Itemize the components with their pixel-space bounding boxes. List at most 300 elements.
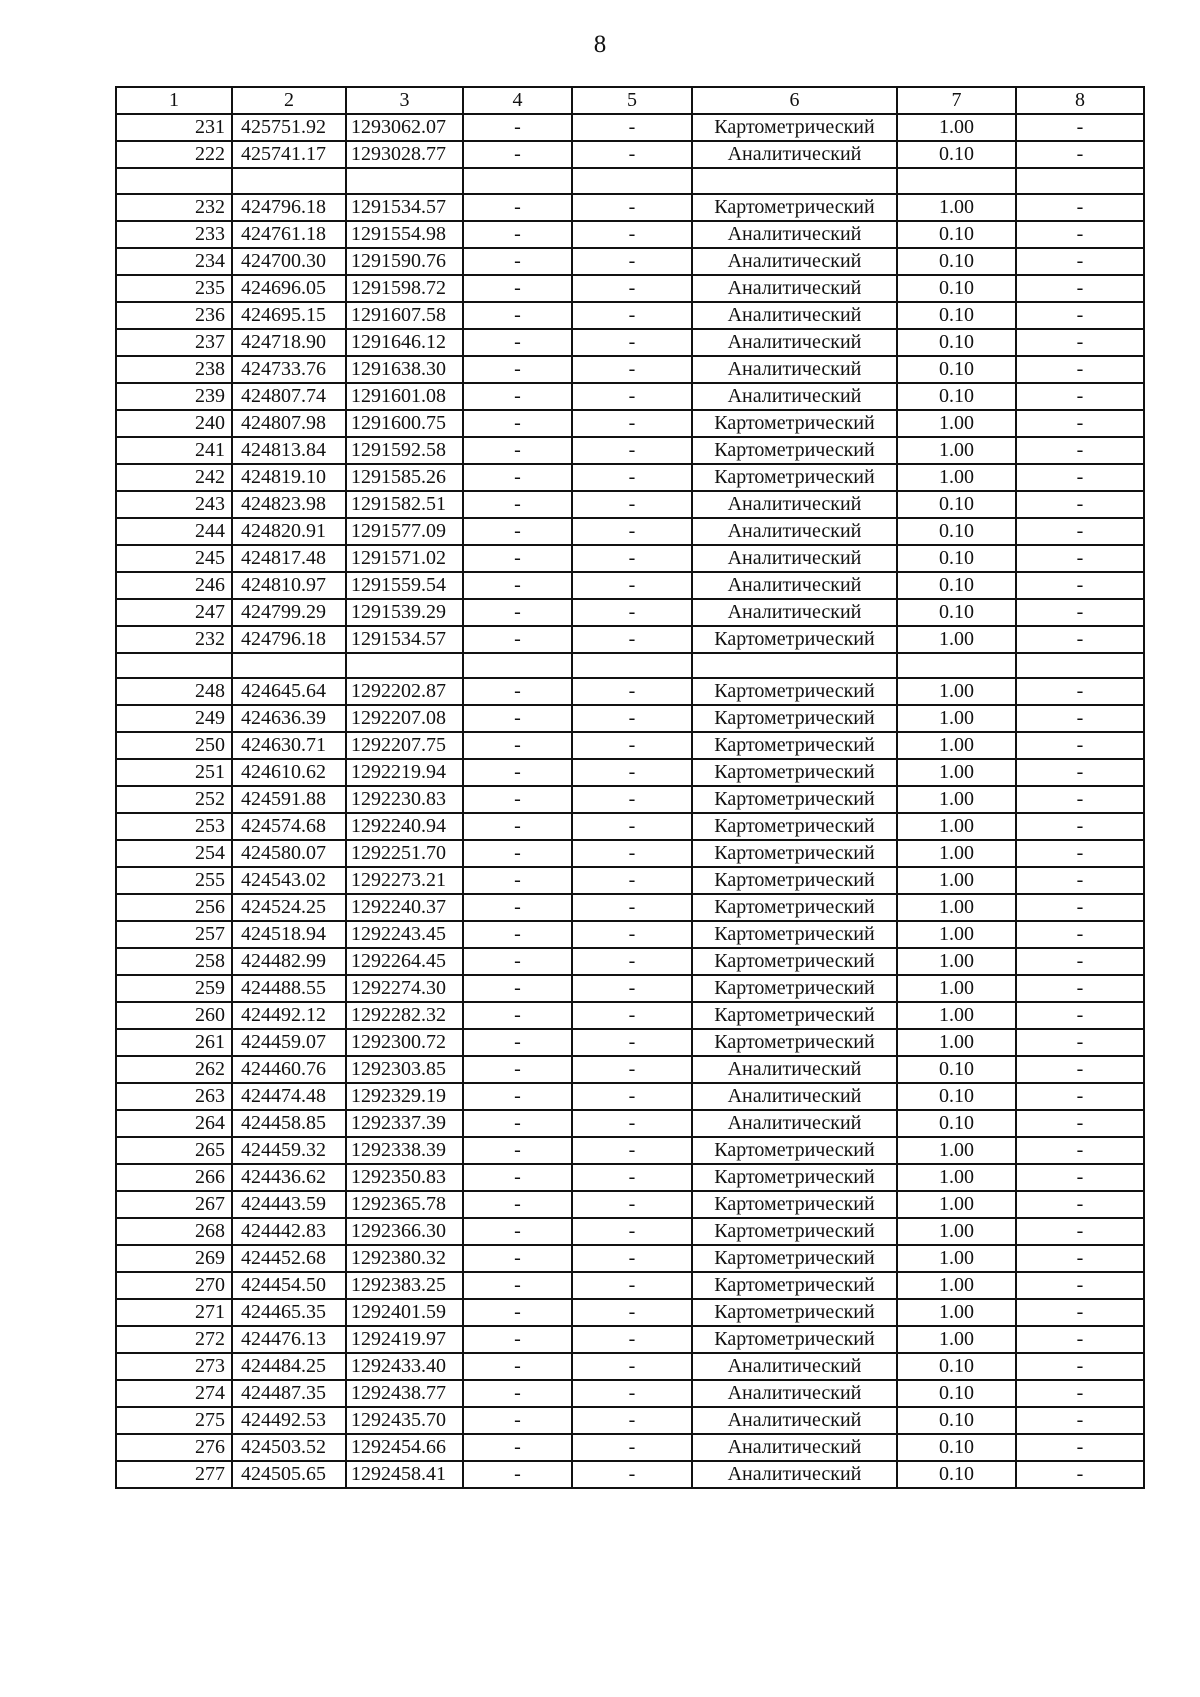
col-5-cell: - <box>572 221 692 248</box>
coord-y-cell: 1291607.58 <box>346 302 463 329</box>
coord-y-cell: 1292202.87 <box>346 678 463 705</box>
method-cell: Аналитический <box>692 1407 897 1434</box>
table-row <box>116 1083 1144 1110</box>
method-cell: Картометрический <box>692 921 897 948</box>
col-4-cell: - <box>463 705 572 732</box>
coord-y-cell: 1291598.72 <box>346 275 463 302</box>
method-cell: Картометрический <box>692 1245 897 1272</box>
point-number-cell: 275 <box>116 1407 232 1434</box>
col-5-cell: - <box>572 813 692 840</box>
col-8-cell: - <box>1016 1083 1144 1110</box>
col-4-cell: - <box>463 786 572 813</box>
coord-y-cell: 1292438.77 <box>346 1380 463 1407</box>
col-8-cell: - <box>1016 626 1144 653</box>
point-number-cell: 232 <box>116 626 232 653</box>
col-4-cell: - <box>463 1380 572 1407</box>
col-8-cell: - <box>1016 221 1144 248</box>
method-cell: Картометрический <box>692 678 897 705</box>
coord-x-cell: 424733.76 <box>232 356 346 383</box>
point-number-cell: 240 <box>116 410 232 437</box>
coord-x-cell: 424813.84 <box>232 437 346 464</box>
col-5-cell: - <box>572 572 692 599</box>
method-cell: Аналитический <box>692 1056 897 1083</box>
coord-x-cell: 424591.88 <box>232 786 346 813</box>
col-8-cell: - <box>1016 545 1144 572</box>
point-number-cell: 271 <box>116 1299 232 1326</box>
col-5-cell: - <box>572 948 692 975</box>
table-row <box>116 1056 1144 1083</box>
col-8-cell: - <box>1016 1407 1144 1434</box>
coord-y-cell: 1292458.41 <box>346 1461 463 1488</box>
coord-x-cell: 424487.35 <box>232 1380 346 1407</box>
col-4-cell: - <box>463 759 572 786</box>
point-number-cell: 256 <box>116 894 232 921</box>
method-cell: Аналитический <box>692 518 897 545</box>
col-5-cell: - <box>572 194 692 221</box>
method-cell: Аналитический <box>692 1380 897 1407</box>
table-row <box>116 840 1144 867</box>
col-4-cell: - <box>463 1326 572 1353</box>
point-number-cell: 267 <box>116 1191 232 1218</box>
col-8-cell: - <box>1016 1029 1144 1056</box>
accuracy-cell: 0.10 <box>897 1461 1016 1488</box>
page-number: 8 <box>593 31 607 58</box>
point-number-cell: 277 <box>116 1461 232 1488</box>
col-4-cell: - <box>463 840 572 867</box>
coord-y-cell: 1292240.94 <box>346 813 463 840</box>
table-row <box>116 1407 1144 1434</box>
coord-y-cell: 1291638.30 <box>346 356 463 383</box>
coord-x-cell: 424465.35 <box>232 1299 346 1326</box>
col-8-cell: - <box>1016 786 1144 813</box>
col-8-cell: - <box>1016 464 1144 491</box>
col-8-cell: - <box>1016 302 1144 329</box>
col-8-cell: - <box>1016 275 1144 302</box>
table-row <box>116 248 1144 275</box>
col-4-cell: - <box>463 410 572 437</box>
col-4-cell: - <box>463 1434 572 1461</box>
coord-x-cell: 424492.12 <box>232 1002 346 1029</box>
point-number-cell: 231 <box>116 114 232 141</box>
col-5-cell: - <box>572 491 692 518</box>
col-4-cell: - <box>463 813 572 840</box>
col-5-cell: - <box>572 1299 692 1326</box>
col-8-cell: - <box>1016 948 1144 975</box>
col-5-cell: - <box>572 1326 692 1353</box>
point-number-cell: 244 <box>116 518 232 545</box>
coord-x-cell: 424488.55 <box>232 975 346 1002</box>
accuracy-cell: 1.00 <box>897 437 1016 464</box>
col-4-cell: - <box>463 248 572 275</box>
point-number-cell: 246 <box>116 572 232 599</box>
table-row <box>116 275 1144 302</box>
accuracy-cell: 1.00 <box>897 410 1016 437</box>
col-5-cell: - <box>572 329 692 356</box>
col-4-cell <box>463 168 572 194</box>
coord-y-cell: 1292240.37 <box>346 894 463 921</box>
col-8-cell: - <box>1016 1218 1144 1245</box>
coord-x-cell: 424454.50 <box>232 1272 346 1299</box>
accuracy-cell: 1.00 <box>897 840 1016 867</box>
table-row <box>116 1461 1144 1488</box>
method-cell: Картометрический <box>692 705 897 732</box>
column-header: 7 <box>897 87 1016 114</box>
col-8-cell: - <box>1016 678 1144 705</box>
col-4-cell: - <box>463 921 572 948</box>
coord-x-cell: 424459.07 <box>232 1029 346 1056</box>
point-number-cell: 262 <box>116 1056 232 1083</box>
col-5-cell <box>572 168 692 194</box>
col-4-cell: - <box>463 1245 572 1272</box>
col-8-cell: - <box>1016 975 1144 1002</box>
accuracy-cell: 0.10 <box>897 545 1016 572</box>
col-4-cell: - <box>463 867 572 894</box>
coord-x-cell: 424636.39 <box>232 705 346 732</box>
col-8-cell: - <box>1016 383 1144 410</box>
accuracy-cell: 1.00 <box>897 1272 1016 1299</box>
col-5-cell: - <box>572 464 692 491</box>
accuracy-cell: 1.00 <box>897 626 1016 653</box>
col-4-cell: - <box>463 437 572 464</box>
method-cell: Аналитический <box>692 572 897 599</box>
point-number-cell: 238 <box>116 356 232 383</box>
table-row <box>116 705 1144 732</box>
col-4-cell: - <box>463 894 572 921</box>
coord-y-cell: 1292435.70 <box>346 1407 463 1434</box>
coord-x-cell: 424630.71 <box>232 732 346 759</box>
point-number-cell: 253 <box>116 813 232 840</box>
method-cell: Аналитический <box>692 1461 897 1488</box>
coord-y-cell: 1291559.54 <box>346 572 463 599</box>
coord-y-cell: 1292230.83 <box>346 786 463 813</box>
column-header: 4 <box>463 87 572 114</box>
coord-y-cell: 1292264.45 <box>346 948 463 975</box>
accuracy-cell: 0.10 <box>897 518 1016 545</box>
col-8-cell: - <box>1016 1461 1144 1488</box>
accuracy-cell: 1.00 <box>897 813 1016 840</box>
coordinates-table <box>115 86 1145 1489</box>
table-row <box>116 975 1144 1002</box>
col-5-cell: - <box>572 786 692 813</box>
point-number-cell: 252 <box>116 786 232 813</box>
method-cell: Аналитический <box>692 275 897 302</box>
point-number-cell: 266 <box>116 1164 232 1191</box>
point-number-cell: 263 <box>116 1083 232 1110</box>
coord-y-cell: 1291534.57 <box>346 194 463 221</box>
coord-x-cell: 424458.85 <box>232 1110 346 1137</box>
coord-x-cell: 425741.17 <box>232 141 346 168</box>
table-row <box>116 921 1144 948</box>
method-cell: Аналитический <box>692 1353 897 1380</box>
coord-y-cell: 1292274.30 <box>346 975 463 1002</box>
point-number-cell <box>116 168 232 194</box>
col-5-cell: - <box>572 1029 692 1056</box>
accuracy-cell: 1.00 <box>897 705 1016 732</box>
accuracy-cell: 0.10 <box>897 275 1016 302</box>
col-4-cell: - <box>463 275 572 302</box>
point-number-cell: 251 <box>116 759 232 786</box>
method-cell: Картометрический <box>692 786 897 813</box>
table-row <box>116 491 1144 518</box>
col-8-cell <box>1016 653 1144 679</box>
coord-y-cell: 1292300.72 <box>346 1029 463 1056</box>
point-number-cell: 242 <box>116 464 232 491</box>
method-cell: Картометрический <box>692 437 897 464</box>
accuracy-cell: 1.00 <box>897 1299 1016 1326</box>
accuracy-cell: 1.00 <box>897 1191 1016 1218</box>
method-cell: Аналитический <box>692 356 897 383</box>
table-row <box>116 867 1144 894</box>
method-cell: Аналитический <box>692 599 897 626</box>
coord-x-cell: 424820.91 <box>232 518 346 545</box>
col-8-cell: - <box>1016 921 1144 948</box>
accuracy-cell: 0.10 <box>897 383 1016 410</box>
col-5-cell: - <box>572 1164 692 1191</box>
accuracy-cell <box>897 653 1016 679</box>
col-8-cell: - <box>1016 437 1144 464</box>
coord-y-cell: 1291582.51 <box>346 491 463 518</box>
table-row <box>116 1299 1144 1326</box>
accuracy-cell: 0.10 <box>897 1434 1016 1461</box>
coord-y-cell: 1292454.66 <box>346 1434 463 1461</box>
col-4-cell: - <box>463 356 572 383</box>
method-cell: Аналитический <box>692 383 897 410</box>
coord-y-cell: 1291554.98 <box>346 221 463 248</box>
coord-x-cell: 424476.13 <box>232 1326 346 1353</box>
col-5-cell: - <box>572 599 692 626</box>
col-5-cell: - <box>572 1056 692 1083</box>
coord-y-cell: 1291600.75 <box>346 410 463 437</box>
accuracy-cell <box>897 168 1016 194</box>
col-4-cell: - <box>463 491 572 518</box>
col-8-cell: - <box>1016 356 1144 383</box>
col-4-cell: - <box>463 1002 572 1029</box>
coord-x-cell: 424503.52 <box>232 1434 346 1461</box>
coord-y-cell: 1291534.57 <box>346 626 463 653</box>
table-row <box>116 302 1144 329</box>
coord-y-cell: 1291590.76 <box>346 248 463 275</box>
col-5-cell: - <box>572 1272 692 1299</box>
coord-x-cell: 424492.53 <box>232 1407 346 1434</box>
table-row <box>116 626 1144 653</box>
point-number-cell: 259 <box>116 975 232 1002</box>
table-row <box>116 894 1144 921</box>
coord-y-cell: 1291646.12 <box>346 329 463 356</box>
accuracy-cell: 1.00 <box>897 678 1016 705</box>
col-5-cell: - <box>572 894 692 921</box>
coord-y-cell: 1292303.85 <box>346 1056 463 1083</box>
column-header: 6 <box>692 87 897 114</box>
col-8-cell: - <box>1016 759 1144 786</box>
coord-x-cell: 424810.97 <box>232 572 346 599</box>
table-row <box>116 356 1144 383</box>
accuracy-cell: 0.10 <box>897 141 1016 168</box>
point-number-cell: 258 <box>116 948 232 975</box>
col-4-cell: - <box>463 302 572 329</box>
col-4-cell: - <box>463 545 572 572</box>
table-body <box>116 114 1144 1488</box>
point-number-cell: 255 <box>116 867 232 894</box>
method-cell: Картометрический <box>692 759 897 786</box>
coord-x-cell: 424807.98 <box>232 410 346 437</box>
point-number-cell: 243 <box>116 491 232 518</box>
coord-x-cell: 424518.94 <box>232 921 346 948</box>
column-header: 3 <box>346 87 463 114</box>
col-4-cell: - <box>463 1299 572 1326</box>
col-5-cell: - <box>572 275 692 302</box>
coord-x-cell: 424460.76 <box>232 1056 346 1083</box>
col-5-cell: - <box>572 141 692 168</box>
coord-x-cell <box>232 653 346 679</box>
point-number-cell: 261 <box>116 1029 232 1056</box>
col-8-cell: - <box>1016 1245 1144 1272</box>
coord-x-cell <box>232 168 346 194</box>
coord-x-cell: 424819.10 <box>232 464 346 491</box>
accuracy-cell: 0.10 <box>897 302 1016 329</box>
coord-x-cell: 424799.29 <box>232 599 346 626</box>
column-header: 8 <box>1016 87 1144 114</box>
point-number-cell: 276 <box>116 1434 232 1461</box>
point-number-cell: 265 <box>116 1137 232 1164</box>
accuracy-cell: 0.10 <box>897 221 1016 248</box>
coord-x-cell: 424610.62 <box>232 759 346 786</box>
table-row <box>116 464 1144 491</box>
point-number-cell: 254 <box>116 840 232 867</box>
method-cell: Картометрический <box>692 975 897 1002</box>
col-4-cell: - <box>463 1110 572 1137</box>
coord-x-cell: 424459.32 <box>232 1137 346 1164</box>
col-5-cell: - <box>572 759 692 786</box>
point-number-cell: 260 <box>116 1002 232 1029</box>
coord-y-cell: 1292419.97 <box>346 1326 463 1353</box>
accuracy-cell: 1.00 <box>897 1164 1016 1191</box>
method-cell: Картометрический <box>692 1272 897 1299</box>
coord-y-cell: 1292207.75 <box>346 732 463 759</box>
point-number-cell: 272 <box>116 1326 232 1353</box>
col-8-cell: - <box>1016 1002 1144 1029</box>
col-4-cell: - <box>463 518 572 545</box>
col-5-cell: - <box>572 1353 692 1380</box>
coord-y-cell: 1292282.32 <box>346 1002 463 1029</box>
column-header: 2 <box>232 87 346 114</box>
table-row <box>116 1434 1144 1461</box>
accuracy-cell: 0.10 <box>897 1380 1016 1407</box>
accuracy-cell: 0.10 <box>897 1110 1016 1137</box>
accuracy-cell: 0.10 <box>897 356 1016 383</box>
point-number-cell: 234 <box>116 248 232 275</box>
coord-y-cell: 1292433.40 <box>346 1353 463 1380</box>
method-cell: Картометрический <box>692 1299 897 1326</box>
coord-x-cell: 424796.18 <box>232 194 346 221</box>
col-8-cell: - <box>1016 867 1144 894</box>
col-5-cell: - <box>572 1245 692 1272</box>
coord-x-cell: 424695.15 <box>232 302 346 329</box>
coord-y-cell: 1292219.94 <box>346 759 463 786</box>
table-row <box>116 653 1144 679</box>
table-row <box>116 1245 1144 1272</box>
coord-y-cell: 1291585.26 <box>346 464 463 491</box>
method-cell: Аналитический <box>692 329 897 356</box>
coord-x-cell: 424700.30 <box>232 248 346 275</box>
coord-y-cell: 1292273.21 <box>346 867 463 894</box>
col-4-cell: - <box>463 1164 572 1191</box>
coord-x-cell: 424796.18 <box>232 626 346 653</box>
method-cell: Картометрический <box>692 813 897 840</box>
col-8-cell: - <box>1016 1299 1144 1326</box>
table-row <box>116 410 1144 437</box>
col-8-cell: - <box>1016 141 1144 168</box>
table-row <box>116 329 1144 356</box>
method-cell: Аналитический <box>692 491 897 518</box>
method-cell: Аналитический <box>692 302 897 329</box>
method-cell: Картометрический <box>692 894 897 921</box>
method-cell: Аналитический <box>692 1110 897 1137</box>
accuracy-cell: 1.00 <box>897 948 1016 975</box>
method-cell: Аналитический <box>692 545 897 572</box>
col-8-cell: - <box>1016 194 1144 221</box>
table-row <box>116 678 1144 705</box>
table-row <box>116 732 1144 759</box>
accuracy-cell: 1.00 <box>897 1218 1016 1245</box>
table-row <box>116 437 1144 464</box>
coord-y-cell: 1291601.08 <box>346 383 463 410</box>
coord-x-cell: 424452.68 <box>232 1245 346 1272</box>
coord-x-cell: 424436.62 <box>232 1164 346 1191</box>
accuracy-cell: 1.00 <box>897 732 1016 759</box>
method-cell: Картометрический <box>692 1137 897 1164</box>
accuracy-cell: 0.10 <box>897 248 1016 275</box>
table-row <box>116 168 1144 194</box>
method-cell: Картометрический <box>692 194 897 221</box>
table-row <box>116 221 1144 248</box>
table-row <box>116 599 1144 626</box>
col-5-cell: - <box>572 437 692 464</box>
column-header: 5 <box>572 87 692 114</box>
col-4-cell: - <box>463 948 572 975</box>
col-4-cell: - <box>463 572 572 599</box>
table-row <box>116 948 1144 975</box>
col-8-cell: - <box>1016 491 1144 518</box>
col-4-cell: - <box>463 383 572 410</box>
accuracy-cell: 0.10 <box>897 599 1016 626</box>
method-cell: Картометрический <box>692 867 897 894</box>
accuracy-cell: 0.10 <box>897 491 1016 518</box>
col-8-cell: - <box>1016 329 1144 356</box>
accuracy-cell: 1.00 <box>897 786 1016 813</box>
point-number-cell: 245 <box>116 545 232 572</box>
coord-y-cell: 1292207.08 <box>346 705 463 732</box>
table-row <box>116 1110 1144 1137</box>
col-5-cell: - <box>572 975 692 1002</box>
table-row <box>116 786 1144 813</box>
coord-y-cell: 1291539.29 <box>346 599 463 626</box>
col-8-cell: - <box>1016 410 1144 437</box>
coord-x-cell: 424696.05 <box>232 275 346 302</box>
col-4-cell: - <box>463 1083 572 1110</box>
col-8-cell: - <box>1016 1137 1144 1164</box>
point-number-cell: 248 <box>116 678 232 705</box>
col-8-cell: - <box>1016 1380 1144 1407</box>
method-cell: Аналитический <box>692 141 897 168</box>
accuracy-cell: 1.00 <box>897 464 1016 491</box>
col-5-cell: - <box>572 678 692 705</box>
point-number-cell: 235 <box>116 275 232 302</box>
accuracy-cell: 1.00 <box>897 114 1016 141</box>
point-number-cell: 233 <box>116 221 232 248</box>
col-5-cell: - <box>572 518 692 545</box>
table-row <box>116 1272 1144 1299</box>
table-row <box>116 572 1144 599</box>
